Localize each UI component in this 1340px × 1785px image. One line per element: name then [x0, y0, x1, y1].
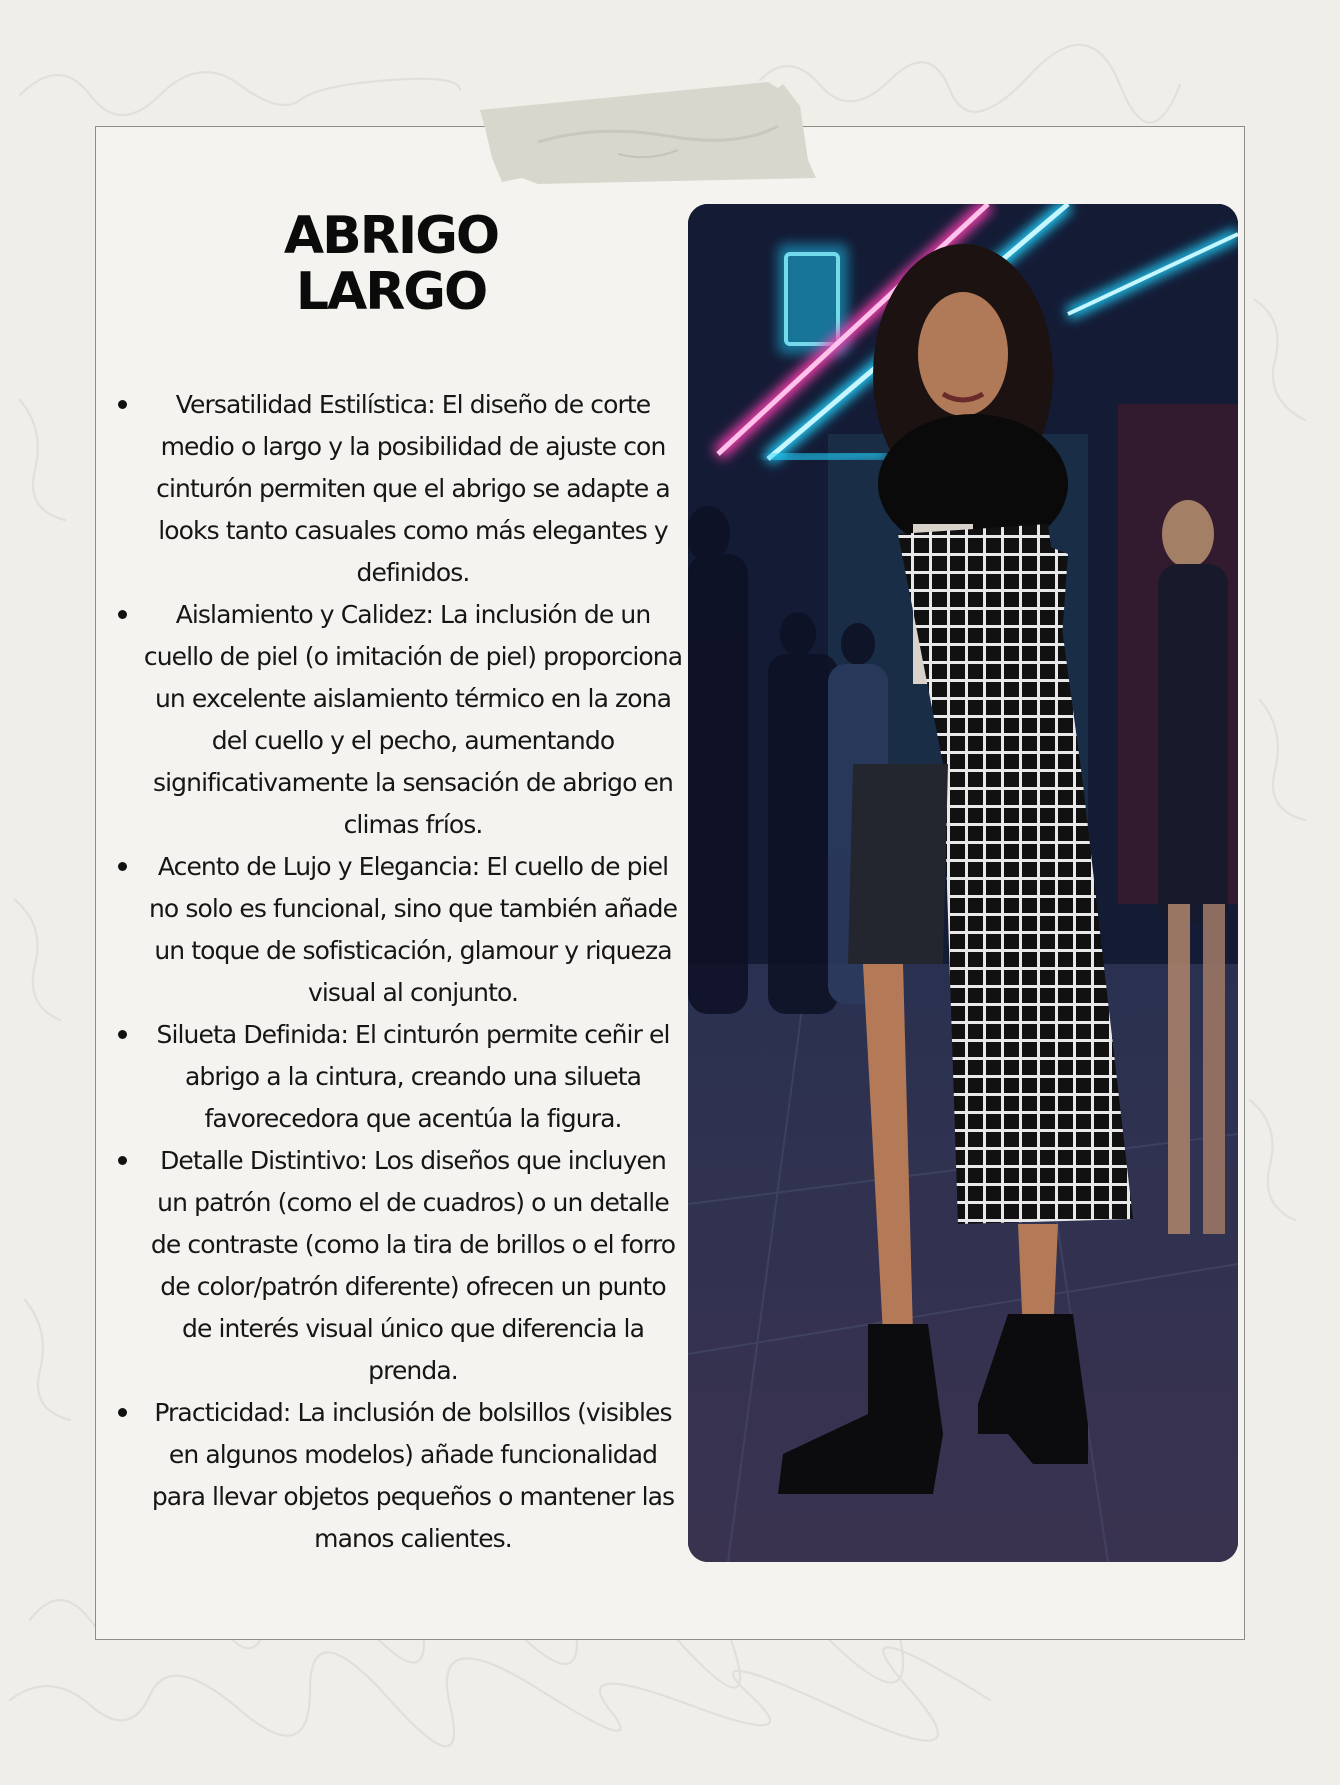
list-item-text: Practicidad: La inclusión de bolsillos (visibles en algunos modelos) añade funcionalidad para llevar objetos pequeños o mantener las manos calientes.: [151, 1398, 675, 1553]
bullet-icon: [118, 1408, 127, 1417]
list-item: [112, 594, 684, 846]
bullet-icon: [118, 610, 127, 619]
bullet-icon: [118, 1156, 127, 1165]
bullet-icon: [118, 400, 127, 409]
feature-list: [112, 384, 684, 1560]
bullet-icon: [118, 1030, 127, 1039]
list-item: [112, 1140, 684, 1392]
list-item-text: Acento de Lujo y Elegancia: El cuello de piel no solo es funcional, sino que también añade un toque de sofisticación, glamour y riqueza visual al conjunto.: [148, 852, 678, 1007]
coat-photo-illustration: [688, 204, 1238, 1562]
list-item: [112, 384, 684, 594]
list-item: [112, 1014, 684, 1140]
list-item-text: Aislamiento y Calidez: La inclusión de un cuello de piel (o imitación de piel) proporciona un excelente aislamiento térmico en la zona del cuello y el pecho, aumentando significativamente la sensación de abrigo en climas fríos.: [143, 600, 683, 839]
bullet-icon: [118, 862, 127, 871]
list-item: [112, 1392, 684, 1560]
list-item-text: Silueta Definida: El cinturón permite ceñir el abrigo a la cintura, creando una silueta favorecedora que acentúa la figura.: [156, 1020, 670, 1133]
title-line-1: ABRIGO: [283, 206, 499, 266]
list-item-text: Detalle Distintivo: Los diseños que incluyen un patrón (como el de cuadros) o un detalle de contraste (como la tira de brillos o el forro de color/patrón diferente) ofrecen un punto de interés visual único que diferencia la prenda.: [150, 1146, 676, 1385]
page-title: [246, 208, 536, 320]
list-item: [112, 846, 684, 1014]
coat-photo: [688, 204, 1238, 1562]
list-item-text: Versatilidad Estilística: El diseño de corte medio o largo y la posibilidad de ajuste con cinturón permiten que el abrigo se adapte a looks tanto casuales como más elegantes y definidos.: [156, 390, 670, 587]
masking-tape: [478, 82, 818, 184]
title-line-2: LARGO: [295, 262, 487, 322]
